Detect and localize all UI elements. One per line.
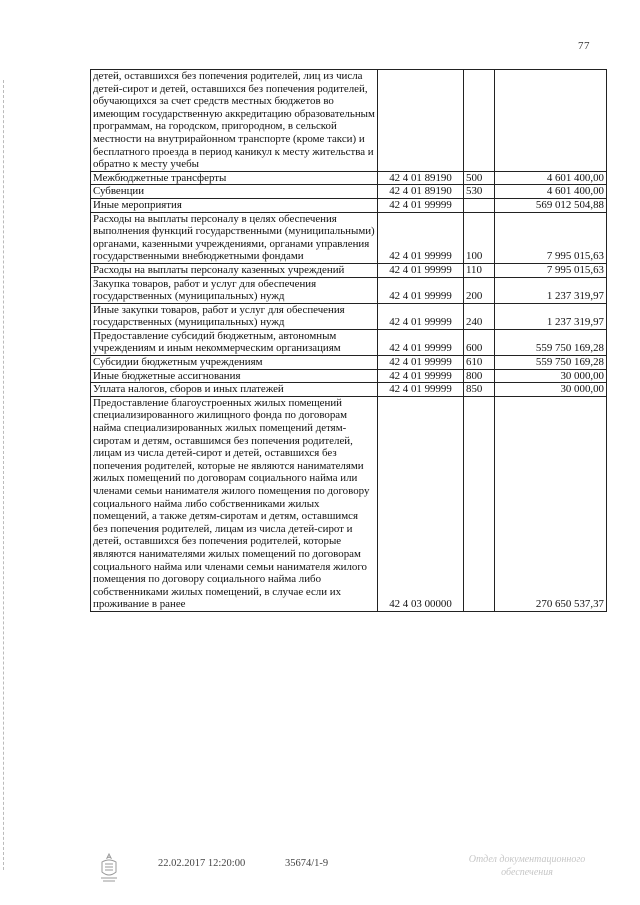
table-row — [91, 171, 607, 185]
row-type: 240 — [464, 303, 495, 329]
table-row — [91, 329, 607, 355]
row-code: 42 4 01 99999 — [378, 329, 464, 355]
table-row — [91, 356, 607, 370]
row-type — [464, 70, 495, 172]
footer-timestamp: 22.02.2017 12:20:00 — [158, 858, 246, 869]
row-sum: 270 650 537,37 — [495, 396, 607, 611]
row-type: 610 — [464, 356, 495, 370]
row-sum: 30 000,00 — [495, 369, 607, 383]
row-code — [378, 70, 464, 172]
footer-document-number: 35674/1-9 — [285, 858, 329, 869]
row-type: 100 — [464, 212, 495, 263]
row-sum: 1 237 319,97 — [495, 303, 607, 329]
stamp-line: Отдел документационного — [468, 854, 586, 865]
page-number: 77 — [578, 40, 590, 52]
row-type: 200 — [464, 277, 495, 303]
row-type: 530 — [464, 185, 495, 199]
row-description: Предоставление субсидий бюджетным, автономным учреждениям и иным некоммерческим организациям — [91, 329, 378, 355]
row-description: Предоставление благоустроенных жилых помещений специализированного жилищного фонда по договорам найма специализированных жилых помещений детям-сиротам и детям, оставшимся без попечения родителей, лицам из числа детей-сирот и детей, оставшихся без попечения родителей, которые не являются нанимателями жилых помещений по договорам социального найма или членами семьи нанимателя жилого помещения по договору социального найма либо собственниками жилых помещений, а также детям-сиротам и детям, оставшимся без попечения родителей, лицам из числа детей-сирот и детей, оставшихся без попечения родителей, которые являются нанимателями жилых помещений по договорам социального найма или членами семьи нанимателя жилого помещения по договору социального найма либо собственниками жилых помещений, в случае если их проживание в ранее — [91, 396, 378, 611]
table-row — [91, 70, 607, 172]
emblem-icon — [98, 852, 120, 884]
row-code: 42 4 01 99999 — [378, 369, 464, 383]
row-sum: 4 601 400,00 — [495, 171, 607, 185]
row-description: Иные бюджетные ассигнования — [91, 369, 378, 383]
table-row — [91, 198, 607, 212]
table-row — [91, 185, 607, 199]
row-sum: 569 012 504,88 — [495, 198, 607, 212]
table-row — [91, 383, 607, 397]
row-sum: 30 000,00 — [495, 383, 607, 397]
row-type: 110 — [464, 263, 495, 277]
scan-edge-line — [3, 80, 5, 870]
row-description: детей, оставшихся без попечения родителей, лиц из числа детей-сирот и детей, оставшихся без попечения родителей, обучающихся за счет средств местных бюджетов во имеющим государственную аккредитацию образовательным программам, на городском, пригородном, в сельской местности на внутрирайонном транспорте (кроме такси) и бесплатного проезда в период каникул к месту жительства и обратно к месту учебы — [91, 70, 378, 172]
row-type — [464, 198, 495, 212]
table-row — [91, 212, 607, 263]
row-code: 42 4 01 99999 — [378, 356, 464, 370]
row-description: Расходы на выплаты персоналу казенных учреждений — [91, 263, 378, 277]
row-description: Закупка товаров, работ и услуг для обеспечения государственных (муниципальных) нужд — [91, 277, 378, 303]
row-sum: 559 750 169,28 — [495, 356, 607, 370]
row-sum: 7 995 015,63 — [495, 263, 607, 277]
row-description: Иные закупки товаров, работ и услуг для обеспечения государственных (муниципальных) нужд — [91, 303, 378, 329]
row-type: 800 — [464, 369, 495, 383]
budget-table — [90, 69, 607, 612]
row-code: 42 4 01 99999 — [378, 383, 464, 397]
stamp-line: обеспечения — [501, 867, 553, 878]
row-code: 42 4 03 00000 — [378, 396, 464, 611]
row-description: Субвенции — [91, 185, 378, 199]
row-sum: 1 237 319,97 — [495, 277, 607, 303]
row-code: 42 4 01 99999 — [378, 263, 464, 277]
row-code: 42 4 01 99999 — [378, 198, 464, 212]
row-description: Межбюджетные трансферты — [91, 171, 378, 185]
row-code: 42 4 01 99999 — [378, 212, 464, 263]
row-code: 42 4 01 89190 — [378, 171, 464, 185]
table-row — [91, 277, 607, 303]
department-stamp — [452, 853, 602, 879]
row-type: 600 — [464, 329, 495, 355]
table-row — [91, 263, 607, 277]
row-sum: 559 750 169,28 — [495, 329, 607, 355]
row-type: 850 — [464, 383, 495, 397]
row-code: 42 4 01 99999 — [378, 277, 464, 303]
row-code: 42 4 01 99999 — [378, 303, 464, 329]
row-description: Расходы на выплаты персоналу в целях обеспечения выполнения функций государственными (муниципальными) органами, казенными учреждениями, органами управления государственными внебюджетными фондами — [91, 212, 378, 263]
table-row — [91, 369, 607, 383]
row-type: 500 — [464, 171, 495, 185]
row-code: 42 4 01 89190 — [378, 185, 464, 199]
row-description: Субсидии бюджетным учреждениям — [91, 356, 378, 370]
row-description: Уплата налогов, сборов и иных платежей — [91, 383, 378, 397]
row-sum: 7 995 015,63 — [495, 212, 607, 263]
table-row — [91, 396, 607, 611]
row-sum: 4 601 400,00 — [495, 185, 607, 199]
row-sum — [495, 70, 607, 172]
table-row — [91, 303, 607, 329]
row-type — [464, 396, 495, 611]
row-description: Иные мероприятия — [91, 198, 378, 212]
